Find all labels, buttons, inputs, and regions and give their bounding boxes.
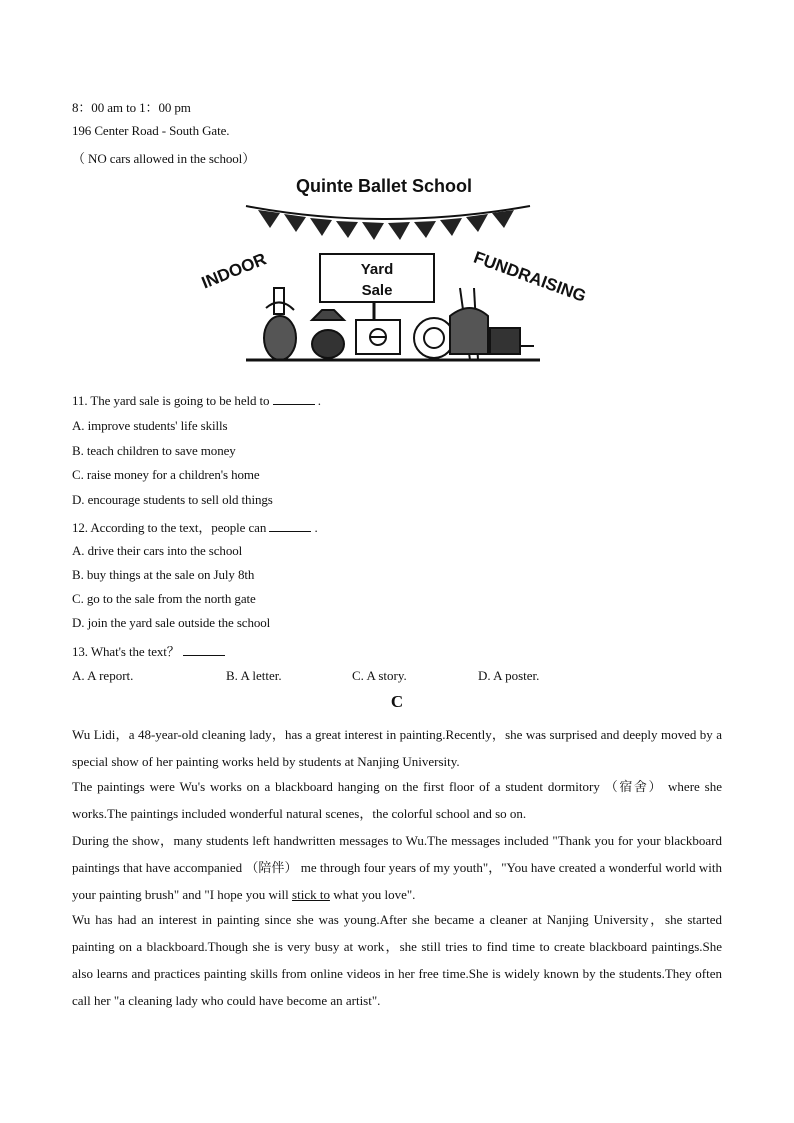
event-note: （ NO cars allowed in the school） — [72, 151, 256, 166]
underlined-phrase: stick to — [292, 887, 330, 902]
option-d: D. A poster. — [478, 668, 540, 683]
option-b: B. teach children to save money — [72, 443, 236, 458]
event-address: 196 Center Road - South Gate. — [72, 123, 230, 138]
question-stem — [72, 393, 321, 409]
paragraph-3-text: During the show，many students left handwritten messages to Wu.The messages included "Thank you for your blackboard paintings that have accompanied （陪伴） me through four years of my youth"，"You have created a wonderful world with your painting brush" and "I hope you will — [72, 833, 722, 902]
stem-text: 11. The yard sale is going to be held to — [72, 393, 270, 408]
stem-text: 12. According to the text，people can — [72, 520, 267, 535]
passage-paragraph-4: Wu has had an interest in painting since she was young.After she became a cleaner at Nanjing University，she started painting on a blackboard.Though she is very busy at work，she still tries to find time to create blackboard paintings.She also learns and practices painting skills from online videos in her free time.She is widely known by the students.They often call her "a cleaning lady who could have become an artist". — [72, 912, 722, 1008]
option-c: C. raise money for a children's home — [72, 467, 260, 482]
stem-text: 13. What's the text？ — [72, 644, 180, 659]
option-c: C. go to the sale from the north gate — [72, 591, 256, 606]
stem-end: . — [314, 520, 318, 535]
option-d: D. encourage students to sell old things — [72, 492, 273, 507]
poster-indoor-text: INDOOR — [198, 249, 270, 293]
option-a: A. drive their cars into the school — [72, 543, 243, 558]
passage-paragraph-1: Wu Lidi，a 48-year-old cleaning lady，has a great interest in painting.Recently，she was surprised and deeply moved by a special show of her painting works held by students at Nanjing University. — [72, 727, 722, 769]
stem-end: . — [317, 393, 321, 408]
option-a: A. A report. — [72, 668, 134, 683]
passage-paragraph-2: The paintings were Wu's works on a blackboard hanging on the first floor of a student dormitory （宿舍） where she works.The paintings included wonderful natural scenes，the colorful school and so on. — [72, 779, 722, 821]
event-time: 8：00 am to 1：00 pm — [72, 100, 191, 115]
option-b: B. A letter. — [226, 668, 282, 683]
sign-sale-text: Sale — [361, 282, 393, 299]
answer-blank — [273, 393, 315, 405]
section-heading: C — [390, 692, 404, 711]
option-b: B. buy things at the sale on July 8th — [72, 567, 255, 582]
answer-blank — [183, 644, 225, 656]
question-stem — [72, 641, 225, 660]
poster-school-name: Quinte Ballet School — [295, 176, 473, 196]
poster-fundraising-text: FUNDRAISING — [471, 247, 589, 306]
yard-sale-poster — [188, 170, 608, 366]
paragraph-3-end: what you love". — [329, 887, 416, 902]
sign-yard-text: Yard — [360, 261, 394, 278]
option-d: D. join the yard sale outside the school — [72, 615, 271, 630]
answer-blank — [269, 520, 311, 532]
option-a: A. improve students' life skills — [72, 418, 228, 433]
question-stem — [72, 517, 318, 536]
option-c: C. A story. — [352, 668, 407, 683]
passage-paragraph-3 — [72, 827, 722, 908]
